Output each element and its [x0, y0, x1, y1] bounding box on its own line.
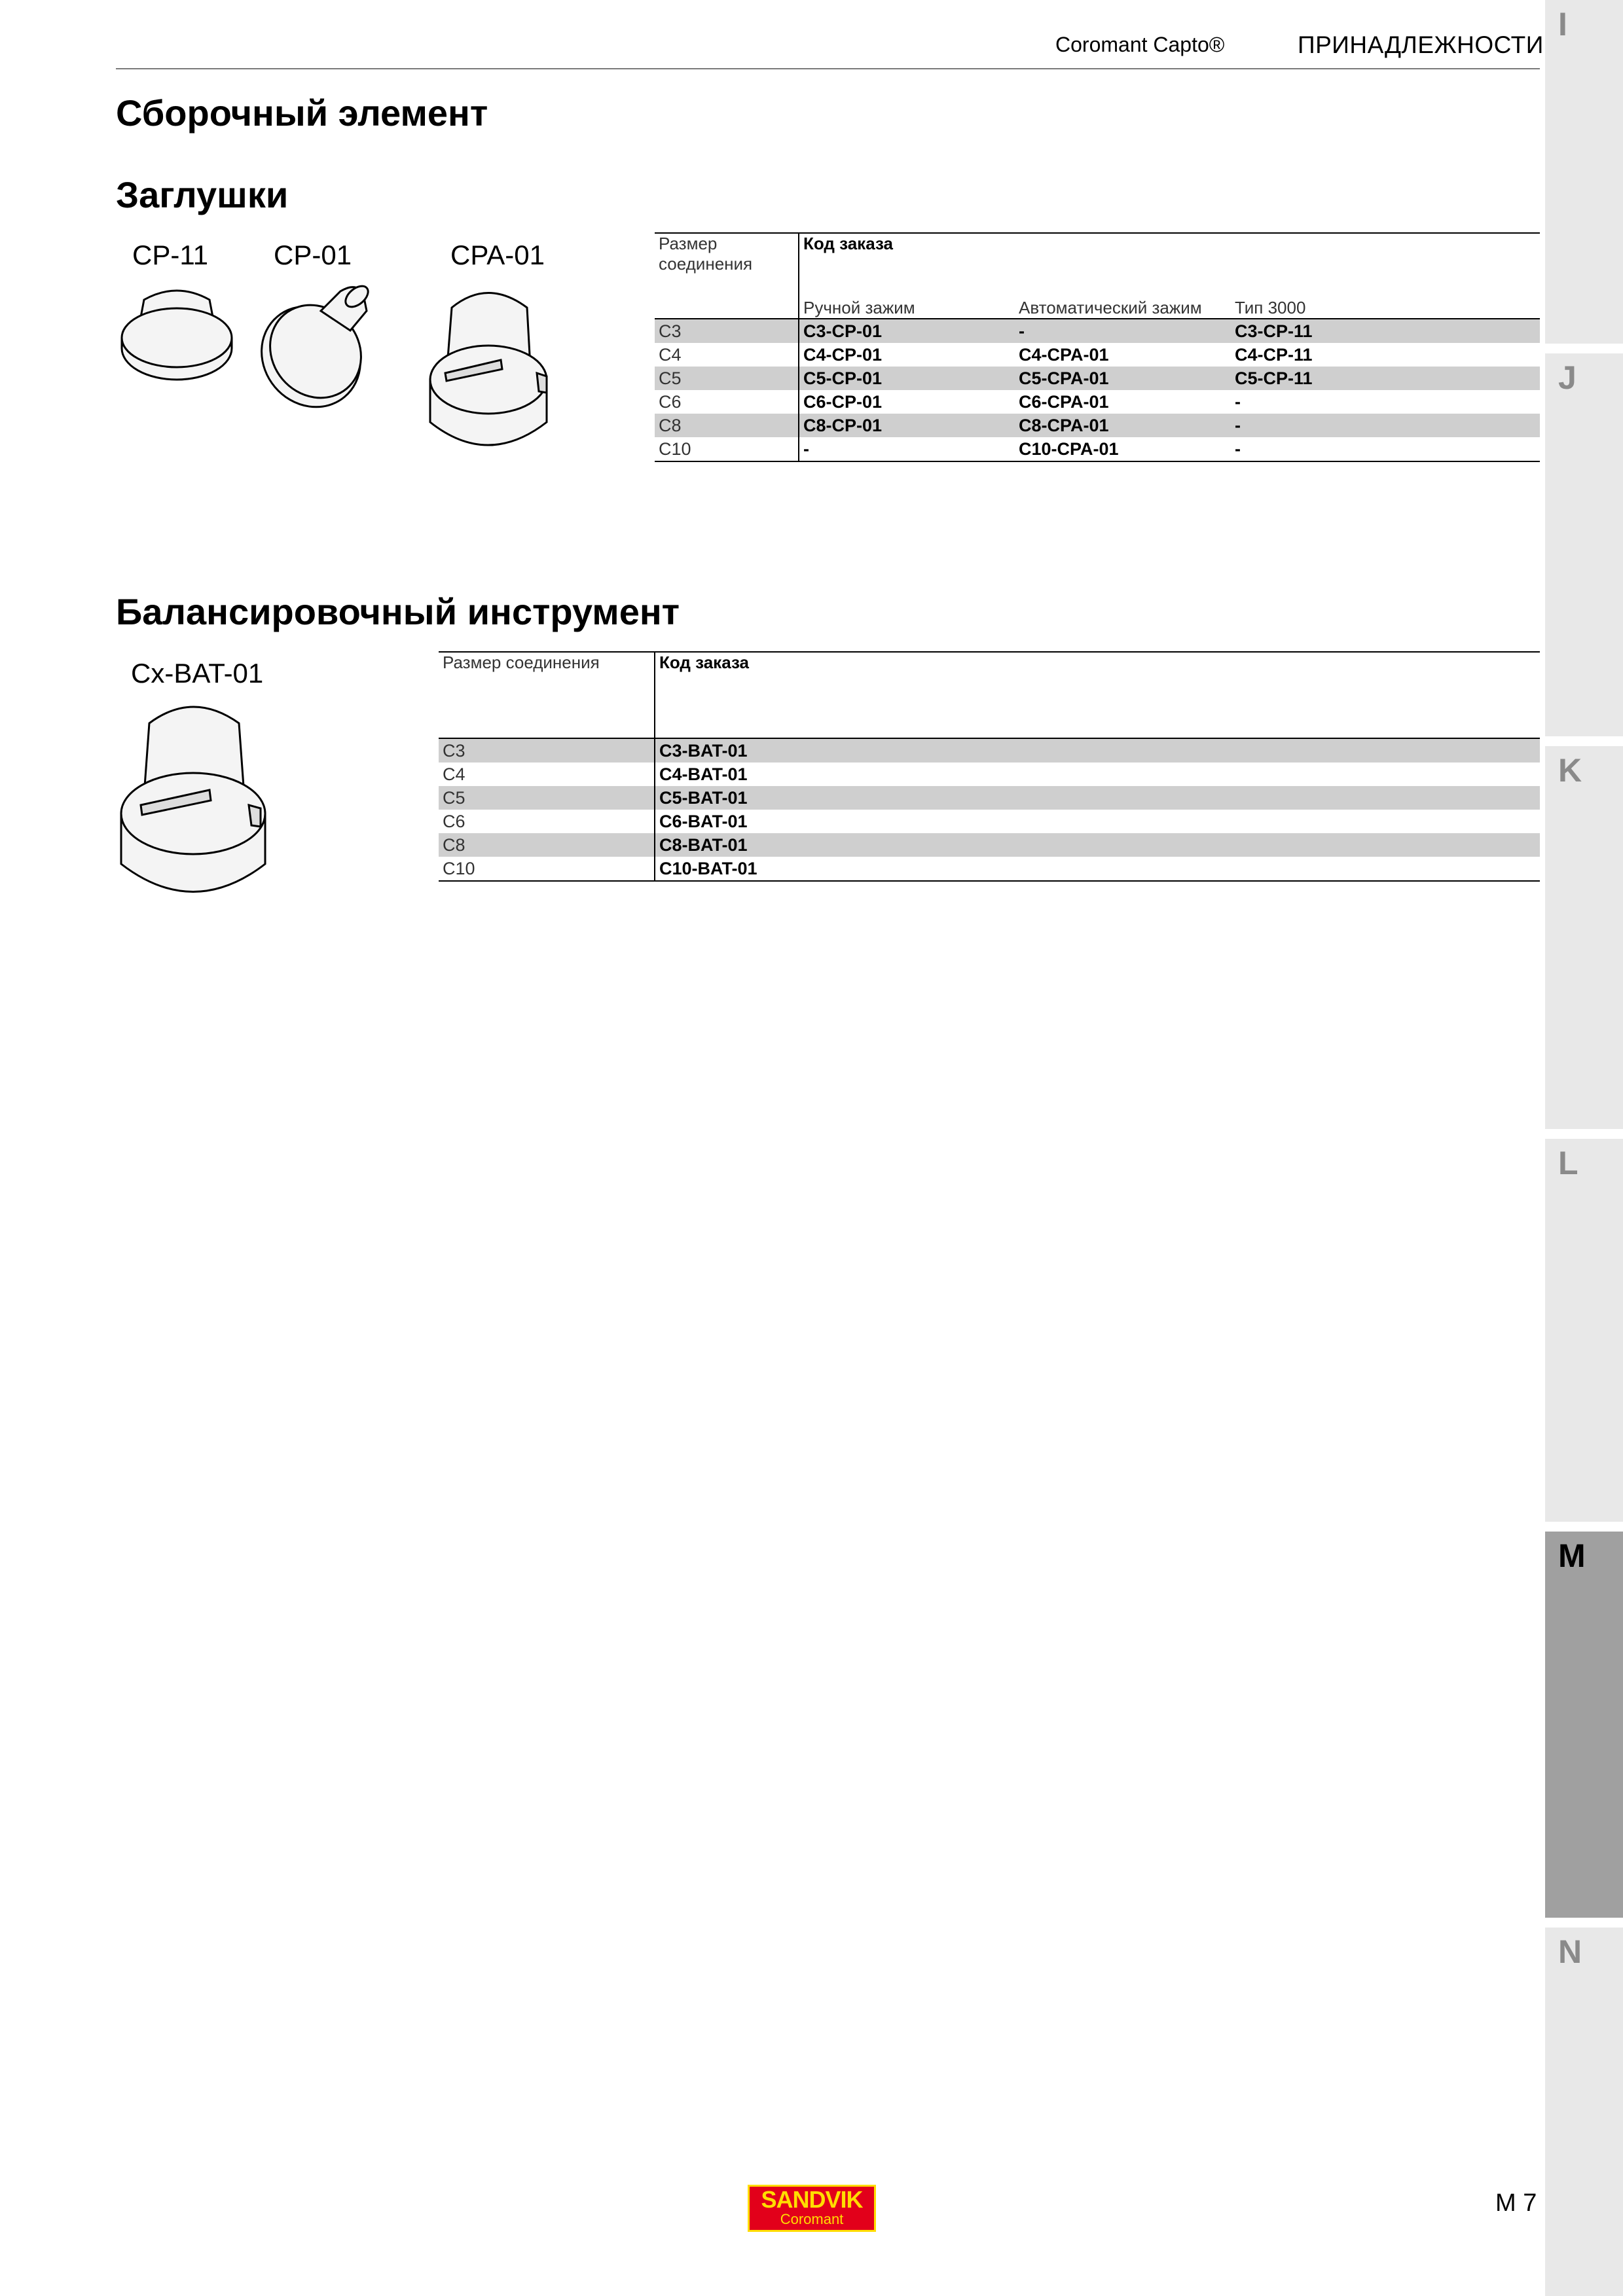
cell-code: -: [1015, 319, 1231, 343]
product-label-cp11: CP-11: [132, 240, 208, 270]
product-label-cp01: CP-01: [274, 240, 352, 270]
cell-size: C8: [439, 833, 655, 857]
cell-code: C5-CP-01: [799, 367, 1015, 390]
table-row: [439, 762, 1540, 786]
cell-size: C10: [439, 857, 655, 881]
logo-line1: SANDVIK: [761, 2186, 863, 2213]
table-subheader-manual: Ручной зажим: [803, 298, 915, 317]
cell-code: C8-BAT-01: [655, 833, 1540, 857]
page-number: M 7: [1495, 2189, 1537, 2217]
side-tab-label: I: [1558, 6, 1567, 43]
section-title-plugs: Заглушки: [116, 174, 289, 215]
table-header-connection-size: Размер соединения: [439, 652, 655, 738]
header-brand: Coromant Capto®: [1055, 33, 1225, 56]
header-divider: [116, 68, 1540, 69]
cell-code: C4-BAT-01: [659, 764, 748, 784]
cell-code: -: [1235, 439, 1241, 459]
page-title: Сборочный элемент: [116, 92, 488, 134]
table-row: [655, 414, 1540, 437]
cell-code: C8-CPA-01: [1015, 414, 1231, 437]
cell-code: C5-CP-11: [1231, 367, 1540, 390]
cell-code: C10-CPA-01: [1019, 439, 1119, 459]
cell-size: C10: [655, 437, 799, 461]
cell-code: -: [803, 439, 809, 459]
cell-code: C6-BAT-01: [659, 811, 748, 831]
side-tab-label: J: [1558, 359, 1577, 396]
cpa01-plug-illustration: [422, 281, 553, 458]
table-row: [655, 319, 1540, 343]
table-row: [439, 786, 1540, 810]
cp11-plug-illustration: [111, 275, 242, 406]
side-tab-label: K: [1558, 752, 1582, 789]
cell-size: C6: [439, 810, 655, 833]
balancing-order-table: [439, 651, 1540, 882]
cell-code: C5-CPA-01: [1015, 367, 1231, 390]
side-tab-l[interactable]: [1545, 1139, 1623, 1522]
cell-code: C6-CPA-01: [1019, 391, 1109, 412]
sandvik-coromant-logo: [748, 2185, 876, 2232]
cell-size: C6: [655, 390, 799, 414]
table-row: [655, 437, 1540, 461]
cell-code: C8-CP-01: [799, 414, 1015, 437]
product-label-bat: Cx-BAT-01: [131, 658, 264, 689]
bat-tool-illustration: [111, 697, 275, 913]
table-row: [655, 390, 1540, 414]
cell-code: C3-CP-01: [799, 319, 1015, 343]
cell-code: C3-CP-11: [1231, 319, 1540, 343]
side-tab-j[interactable]: [1545, 353, 1623, 736]
side-tab-m[interactable]: [1545, 1532, 1623, 1918]
cell-size: C4: [655, 343, 799, 367]
cell-size: C3: [439, 738, 655, 762]
side-tab-i[interactable]: [1545, 0, 1623, 344]
side-tab-label: M: [1558, 1537, 1586, 1574]
cell-size: C5: [655, 367, 799, 390]
header-section-title: ПРИНАДЛЕЖНОСТИ: [1298, 31, 1544, 58]
cell-code: C5-BAT-01: [655, 786, 1540, 810]
cell-size: C8: [655, 414, 799, 437]
table-row: [439, 810, 1540, 833]
table-row: [439, 738, 1540, 762]
table-header-order-code: Код заказа: [803, 234, 894, 253]
cell-size: C5: [439, 786, 655, 810]
cell-code: C10-BAT-01: [659, 858, 757, 878]
side-tab-label: L: [1558, 1145, 1578, 1181]
table-header-connection-size: Размер соединения: [655, 233, 799, 285]
logo-line2: Coromant: [780, 2211, 844, 2227]
cell-code: -: [1231, 414, 1540, 437]
plugs-order-table: [655, 232, 1540, 462]
cell-code: C4-CPA-01: [1019, 344, 1109, 365]
table-header-order-code: Код заказа: [659, 653, 750, 672]
table-row: [655, 367, 1540, 390]
table-subheader-type3000: Тип 3000: [1235, 298, 1306, 317]
side-tab-k[interactable]: [1545, 746, 1623, 1129]
table-subheader-automatic: Автоматический зажим: [1019, 298, 1202, 317]
cp01-plug-illustration: [242, 272, 386, 416]
table-row: [439, 857, 1540, 881]
cell-code: C4-CP-11: [1235, 344, 1313, 365]
side-tab-n[interactable]: [1545, 1928, 1623, 2296]
section-title-balancing: Балансировочный инструмент: [116, 591, 680, 632]
table-row: [439, 833, 1540, 857]
side-tab-label: N: [1558, 1933, 1582, 1970]
cell-code: C6-CP-01: [803, 391, 883, 412]
cell-code: C4-CP-01: [803, 344, 883, 365]
cell-code: -: [1235, 391, 1241, 412]
cell-size: C4: [439, 762, 655, 786]
cell-code: C3-BAT-01: [655, 738, 1540, 762]
cell-size: C3: [655, 319, 799, 343]
product-label-cpa01: CPA-01: [450, 240, 545, 270]
table-row: [655, 343, 1540, 367]
